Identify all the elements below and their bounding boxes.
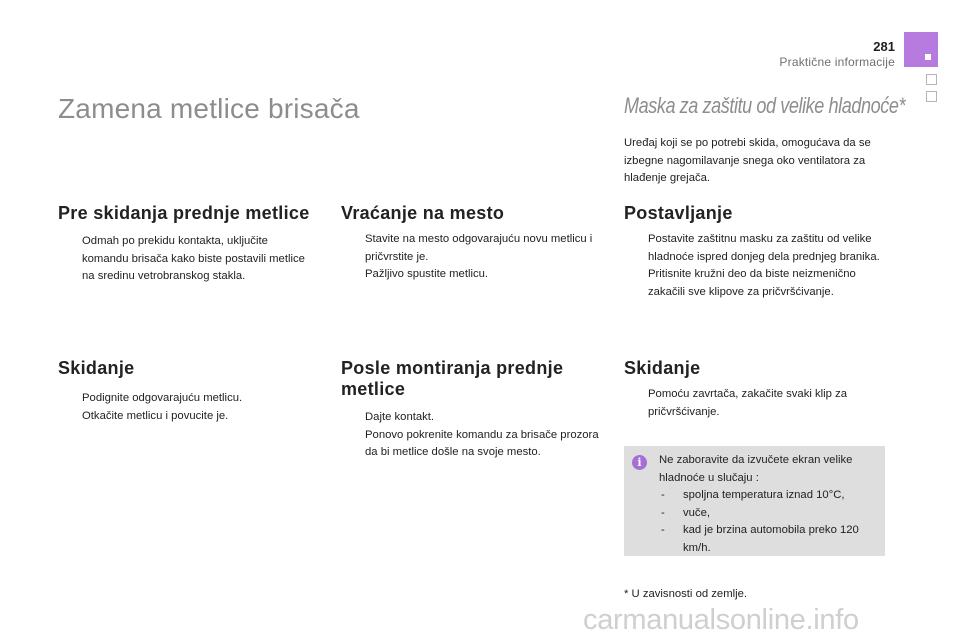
- list-item: Ponovo pokrenite komandu za brisače prozora da bi metlice došle na svoje mesto.: [365, 428, 599, 458]
- footnote: * U zavisnosti od zemlje.: [624, 588, 748, 600]
- watermark: carmanualsonline.info: [583, 604, 859, 636]
- list-item: Odmah po prekidu kontakta, uključite komandu brisača kako biste postavili metlice na sredinu vetrobranskog stakla.: [82, 235, 305, 282]
- mask-intro: Uređaj koji se po potrebi skida, omogućava da se izbegne nagomilavanje snega oko ventilatora za hlađenje grejača.: [624, 137, 871, 184]
- info-note-item: - spoljna temperatura iznad 10°C,: [661, 489, 845, 501]
- section-before-removal: [58, 203, 313, 286]
- info-note-item: - vuče,: [661, 506, 711, 519]
- section-reinstall: [341, 203, 603, 284]
- list-item: Pritisnite kružni deo da biste neizmenično zakačili sve klipove za pričvršćivanje.: [648, 268, 856, 298]
- section-label: Praktične informacije: [779, 55, 895, 69]
- mask-title: Maska za zaštitu od velike hladnoće*: [624, 93, 906, 118]
- list-item: Otkačite metlicu i povucite je.: [82, 409, 229, 422]
- section-heading: Vraćanje na mesto: [341, 203, 505, 223]
- info-note: [624, 446, 885, 556]
- info-icon: i: [632, 455, 647, 470]
- info-note-item: - kad je brzina automobila preko 120 km/h.: [661, 524, 859, 554]
- list-item: Postavite zaštitnu masku za zaštitu od velike hladnoće ispred donjeg dela prednjeg branika.: [648, 233, 880, 263]
- chapter-tab[interactable]: [926, 91, 937, 102]
- section-heading: Pre skidanja prednje metlice: [58, 203, 310, 223]
- info-note-text: [659, 452, 877, 557]
- section-after-mounting: [341, 358, 603, 462]
- chapter-tab-active[interactable]: [904, 32, 938, 67]
- list-item: Stavite na mesto odgovarajuću novu metlicu i pričvrstite je.: [365, 233, 593, 263]
- list-item: Podignite odgovarajuću metlicu.: [82, 392, 243, 404]
- page-title: Zamena metlice brisača: [58, 93, 360, 124]
- section-heading: Skidanje: [58, 358, 135, 378]
- section-removal-right: [624, 358, 886, 421]
- info-note-intro: Ne zaboravite da izvučete ekran velike hladnoće u slučaju :: [659, 454, 853, 484]
- section-heading: Posle montiranja prednje metlice: [341, 358, 564, 399]
- tab-marker-icon: [925, 54, 931, 60]
- list-item: Pažljivo spustite metlicu.: [365, 268, 489, 280]
- list-item: Pomoću zavrtača, zakačite svaki klip za pričvršćivanje.: [648, 388, 848, 418]
- chapter-tab[interactable]: [926, 74, 937, 85]
- list-item: Dajte kontakt.: [365, 411, 435, 423]
- section-installation: [624, 203, 886, 301]
- section-removal-left: [58, 358, 313, 425]
- section-heading: Skidanje: [624, 358, 701, 378]
- page-number: 281: [873, 39, 895, 54]
- section-heading: Postavljanje: [624, 203, 733, 223]
